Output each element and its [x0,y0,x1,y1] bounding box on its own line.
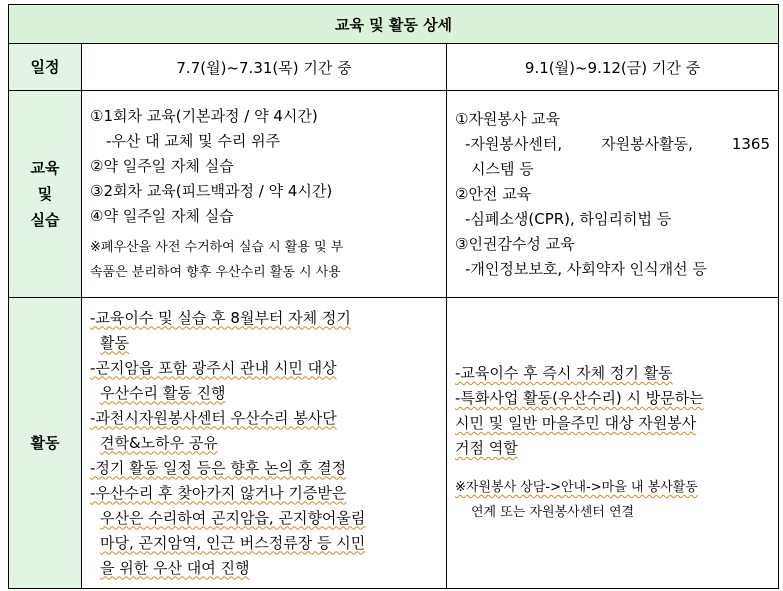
list-item: ②안전 교육 [455,184,532,203]
list-item: 시민 및 일반 마을주민 대상 자원봉사 [455,414,697,432]
activity-detail-table [8,4,779,589]
list-item: ③인권감수성 교육 [455,234,575,253]
list-item: ③2회차 교육(피드백과정 / 약 4시간) [90,181,333,200]
list-item: -개인정보보호, 사회약자 인식개선 등 [465,259,707,278]
list-item: -우산 대 교체 및 수리 위주 [106,131,281,150]
list-item: ④약 일주일 자체 실습 [90,206,234,225]
list-item: -우산수리 후 찾아가지 않거나 기증받은 [90,483,347,502]
list-item: -곤지암읍 포함 광주시 관내 시민 대상 [90,358,337,377]
edu-label-line: 실습 [30,211,60,229]
list-item: -특화사업 활동(우산수리) 시 방문하는 [455,389,704,407]
edu-right-cell [447,91,779,298]
list-item: ①자원봉사 교육 [455,109,561,128]
list-item: -교육이수 및 실습 후 8월부터 자체 정기 [90,308,351,327]
list-item: 활동 [100,333,129,352]
edu-left-cell [82,91,447,298]
list-item: -자원봉사센터, 자원봉사활동, 1365 [465,134,771,153]
edu-note: ※폐우산을 사전 수거하여 실습 시 활용 및 부 속품은 분리하여 향후 우산수리 활동 시 사용 [90,239,344,280]
list-item: 시스템 등 [471,159,534,178]
activity-label: 활동 [9,298,82,589]
list-item: -교육이수 후 즉시 자체 정기 활동 [455,364,673,382]
list-item: 마당, 곤지암역, 인근 버스정류장 등 시민 [100,533,366,552]
edu-label-line: 교육 [30,159,60,177]
list-item: -심폐소생(CPR), 하임리히법 등 [465,209,672,228]
list-item: -과천시자원봉사센터 우산수리 봉사단 [90,408,337,427]
edu-label [9,91,82,298]
schedule-label: 일정 [9,44,82,91]
table-title: 교육 및 활동 상세 [9,5,779,44]
list-item: ②약 일주일 자체 실습 [90,156,234,175]
list-item: 우산은 수리하여 곤지암읍, 곤지향어울림 [100,508,366,527]
schedule-right: 9.1(월)~9.12(금) 기간 중 [447,44,779,91]
activity-note: ※자원봉사 상담->안내->마을 내 봉사활동 연계 또는 자원봉사센터 연결 [455,480,698,520]
list-item: 을 위한 우산 대여 진행 [100,558,250,577]
list-item: 거점 역할 [455,439,518,457]
edu-label-line: 및 [37,185,53,203]
activity-right-cell [447,298,779,589]
list-item: ①1회차 교육(기본과정 / 약 4시간) [90,106,318,125]
activity-left-cell [82,298,447,589]
schedule-left: 7.7(월)~7.31(목) 기간 중 [82,44,447,91]
list-item: -정기 활동 일정 등은 향후 논의 후 결정 [90,458,347,477]
list-item: 견학&노하우 공유 [100,433,218,452]
list-item: 우산수리 활동 진행 [100,383,226,402]
